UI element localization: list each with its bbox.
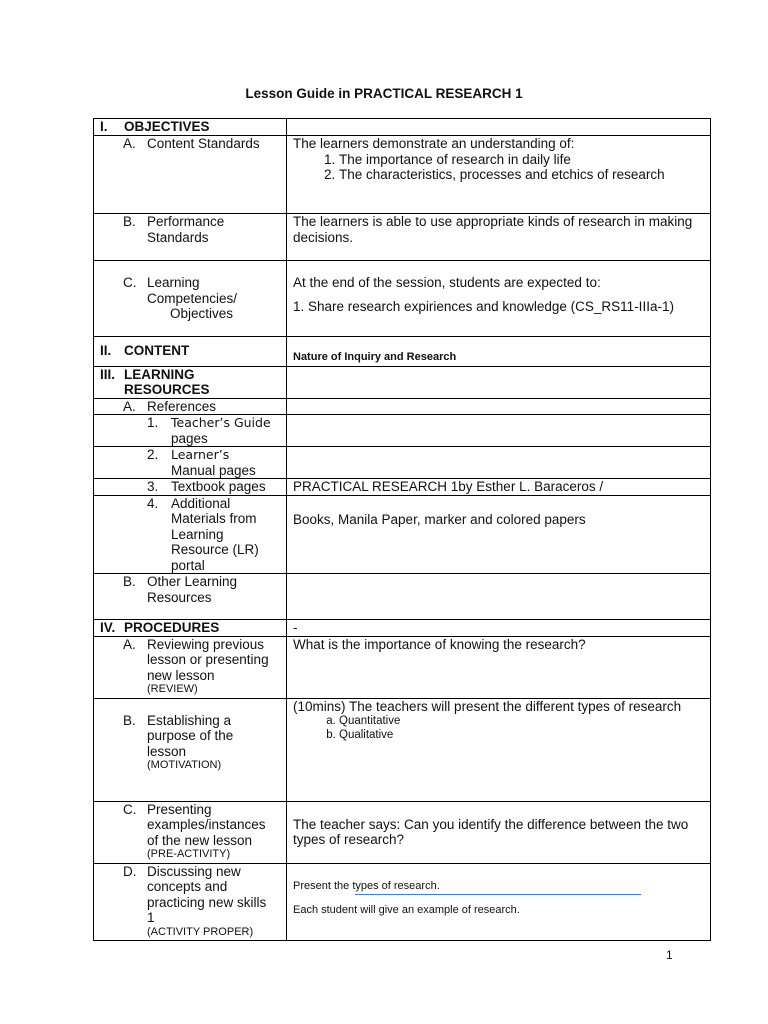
section-heading-procedures: PROCEDURES [124,620,220,635]
item-number: 4. [147,495,159,511]
table-row-content [94,337,711,367]
procedures-dash: - [293,620,298,635]
table-row-learning-competencies [94,261,711,337]
page-title: Lesson Guide in PRACTICAL RESEARCH 1 [245,86,523,101]
competencies-intro: At the end of the session, students are expected to: [293,275,601,290]
item-letter: D. [123,863,137,879]
item-letter: C. [123,801,137,817]
item-letter: C. [123,275,137,290]
lesson-guide-table [93,118,711,941]
table-row-review [94,636,711,698]
label-learning-competencies: Learning Competencies/ Objectives [147,275,238,321]
label-activity: Discussing new concepts and practicing new skills 1 (ACTIVITY PROPER) [147,863,267,938]
table-row-references [94,398,711,415]
item-letter: B. [123,214,136,229]
table-row-teachers-guide [94,415,711,447]
roman-numeral: II. [100,343,112,358]
item-number: 2. [147,447,159,462]
section-heading-objectives: OBJECTIVES [124,119,210,134]
additional-materials-value: Books, Manila Paper, marker and colored papers [293,511,586,527]
label-references: References [147,398,217,414]
label-content-standards: Content Standards [147,136,260,151]
review-text: What is the importance of knowing the research? [293,636,586,652]
table-row-procedures [94,620,711,637]
competencies-item: 1. Share research expiriences and knowledge (CS_RS11-IIIa-1) [293,298,674,314]
content-standards-list [293,152,704,183]
roman-numeral: IV. [100,620,116,635]
motivation-text: (10mins) The teachers will present the different types of research [293,698,682,714]
research-types-list [293,714,704,742]
label-performance-standards: Performance Standards [147,214,225,245]
list-item: b. Qualitative [339,728,704,742]
table-row-textbook [94,479,711,496]
item-number: 1. [147,415,159,430]
item-letter: A. [123,636,136,652]
activity-text-2: Each student will give an example of research. [293,904,520,916]
table-row-objectives [94,119,711,136]
roman-numeral: I. [100,119,108,134]
activity-text-1: Present the types of research. [293,879,440,892]
item-letter: B. [123,712,136,728]
section-heading-content: CONTENT [124,343,190,358]
table-row-activity [94,863,711,940]
list-item: 2. The characteristics, processes and etchics of research [339,167,704,183]
section-heading-learning-resources: LEARNING RESOURCES [124,366,210,397]
item-letter: A. [123,136,136,151]
textbook-value: PRACTICAL RESEARCH 1by Esther L. Baraceros / [293,479,604,494]
table-row-learners-manual [94,447,711,479]
table-row-additional-materials [94,495,711,574]
table-row-learning-resources [94,366,711,398]
item-letter: B. [123,574,136,589]
label-motivation: Establishing a purpose of the lesson (MOTIVATION) [147,712,234,771]
item-number: 3. [147,479,159,494]
table-row-performance-standards [94,214,711,261]
list-item: 1. The importance of research in daily life [339,152,704,168]
roman-numeral: III. [100,366,116,382]
table-row-pre-activity [94,801,711,863]
content-topic: Nature of Inquiry and Research [293,351,457,363]
performance-standards-text: The learners is able to use appropriate kinds of research in making decisions. [293,214,693,245]
label-additional-materials: Additional Materials from Learning Resource (LR) portal [171,495,259,573]
label-textbook: Textbook pages [171,479,266,494]
label-teachers-guide: Teacher’s Guide pages [171,415,271,446]
label-learners-manual: Learner’s Manual pages [171,447,256,478]
label-pre-activity: Presenting examples/instances of the new lesson (PRE-ACTIVITY) [147,801,266,860]
pre-activity-text: The teacher says: Can you identify the difference between the two types of research? [293,816,689,847]
page-number: 1 [666,948,673,962]
label-other-resources: Other Learning Resources [147,574,238,605]
table-row-other-resources [94,574,711,620]
table-row-motivation [94,698,711,801]
list-item: a. Quantitative [339,714,704,728]
label-review: Reviewing previous lesson or presenting new lesson (REVIEW) [147,636,269,695]
table-row-content-standards [94,136,711,214]
content-standards-intro: The learners demonstrate an understanding of: [293,136,575,151]
item-letter: A. [123,398,136,414]
